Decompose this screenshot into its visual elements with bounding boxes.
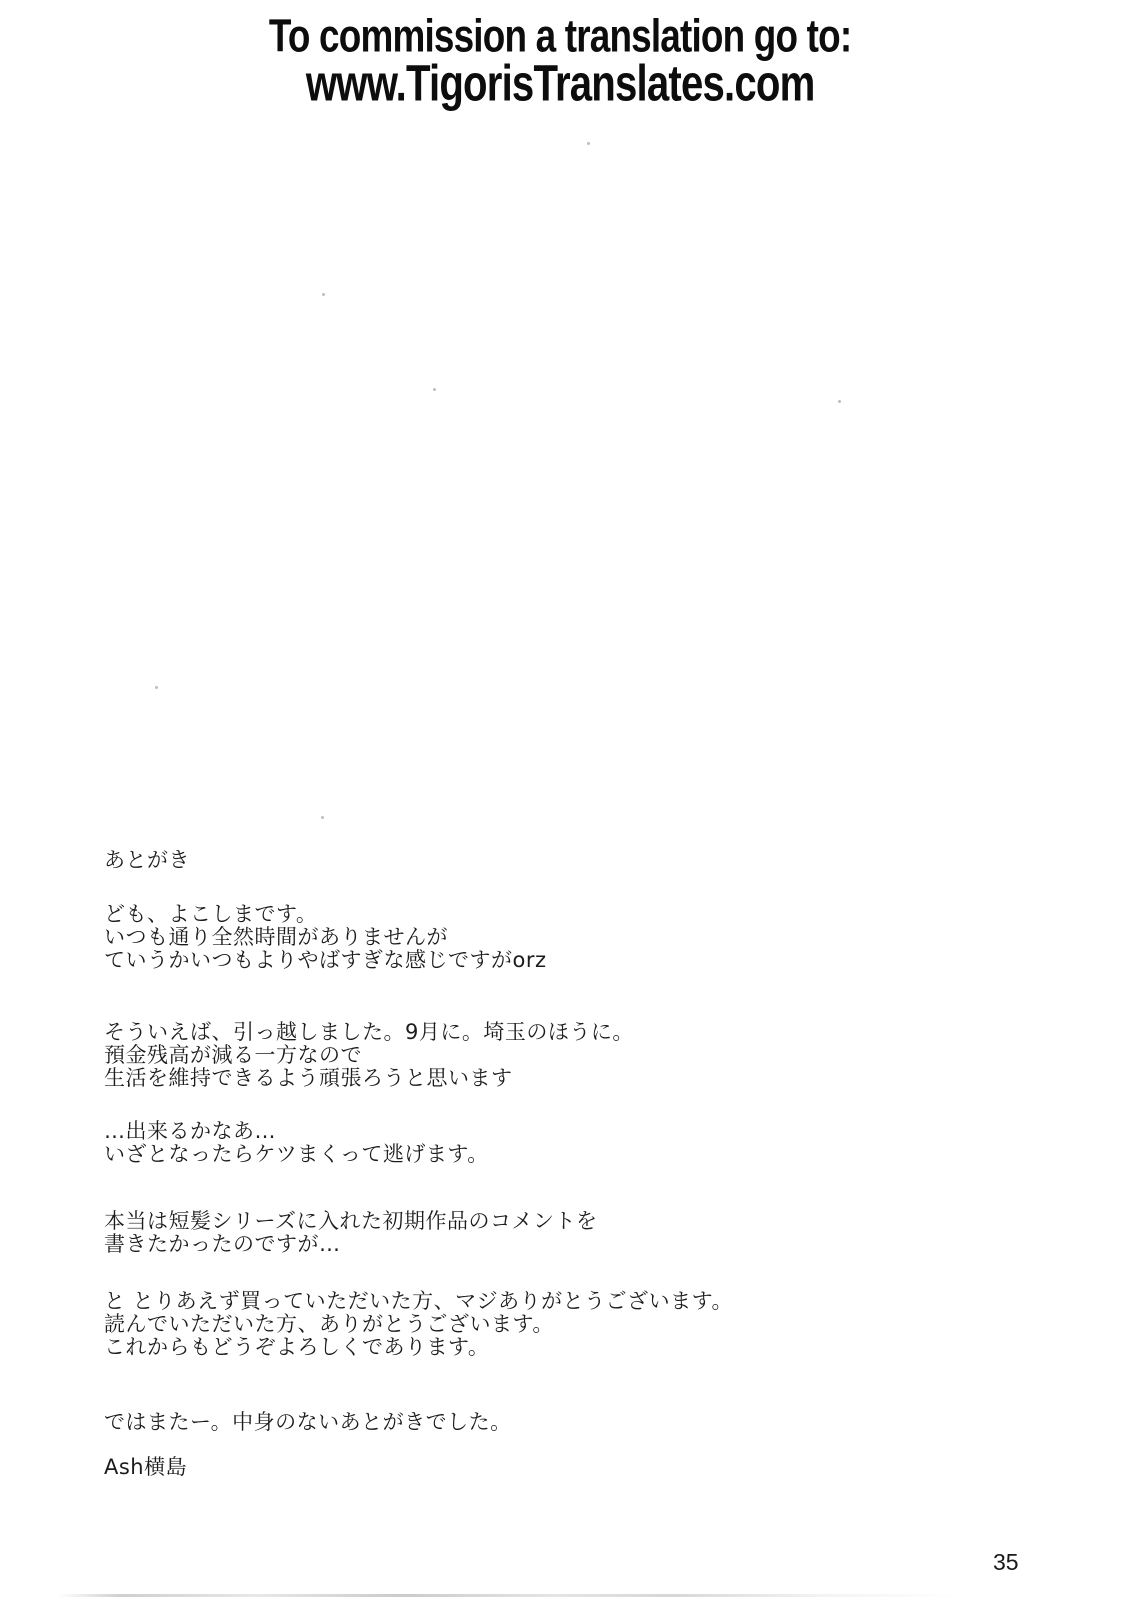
afterword-line: 本当は短髪シリーズに入れた初期作品のコメントを [104, 1209, 598, 1233]
scan-speck [587, 142, 590, 145]
afterword-paragraph-4 [104, 1210, 597, 1256]
translation-credit [0, 8, 1121, 113]
scan-speck [155, 686, 158, 689]
scan-artifact-line [58, 1594, 958, 1597]
scan-speck [433, 388, 436, 391]
page-number: 35 [993, 1549, 1019, 1575]
scan-speck [838, 400, 841, 403]
credit-url [0, 55, 1121, 113]
afterword-line: 預金残高が減る一方なので [104, 1043, 362, 1067]
afterword-line: ども、よこしまです。 [104, 902, 318, 926]
afterword-line: ていうかいつもよりやばすぎな感じですがorz [104, 948, 547, 972]
credit-line-text: To commission a translation go to: [269, 8, 852, 63]
afterword-line: 書きたかったのですが… [104, 1232, 341, 1256]
author-signature: Ash横島 [104, 1455, 188, 1479]
afterword-line: そういえば、引っ越しました。9月に。埼玉のほうに。 [104, 1020, 634, 1044]
afterword-line: ではまたー。中身のないあとがきでした。 [104, 1410, 512, 1434]
afterword-title: あとがき [104, 848, 190, 872]
scan-speck [321, 816, 324, 819]
afterword-line: 読んでいただいた方、ありがとうございます。 [104, 1312, 554, 1336]
afterword-paragraph-3 [104, 1120, 489, 1166]
afterword-paragraph-2 [104, 1021, 634, 1090]
afterword-line: いつも通り全然時間がありませんが [104, 925, 448, 949]
afterword-line: と とりあえず買っていただいた方、マジありがとうございます。 [104, 1289, 733, 1313]
afterword-line: いざとなったらケツまくって逃げます。 [104, 1142, 489, 1166]
afterword-line: これからもどうぞよろしくであります。 [104, 1335, 490, 1359]
afterword-paragraph-1 [104, 903, 547, 972]
scan-speck [322, 293, 325, 296]
afterword-line: …出来るかなあ… [104, 1119, 276, 1143]
afterword-paragraph-5 [104, 1290, 733, 1359]
credit-url-text: www.TigorisTranslates.com [306, 55, 815, 113]
afterword-paragraph-6 [104, 1411, 512, 1434]
credit-line [0, 8, 1121, 63]
afterword-line: 生活を維持できるよう頑張ろうと思います [104, 1066, 513, 1090]
